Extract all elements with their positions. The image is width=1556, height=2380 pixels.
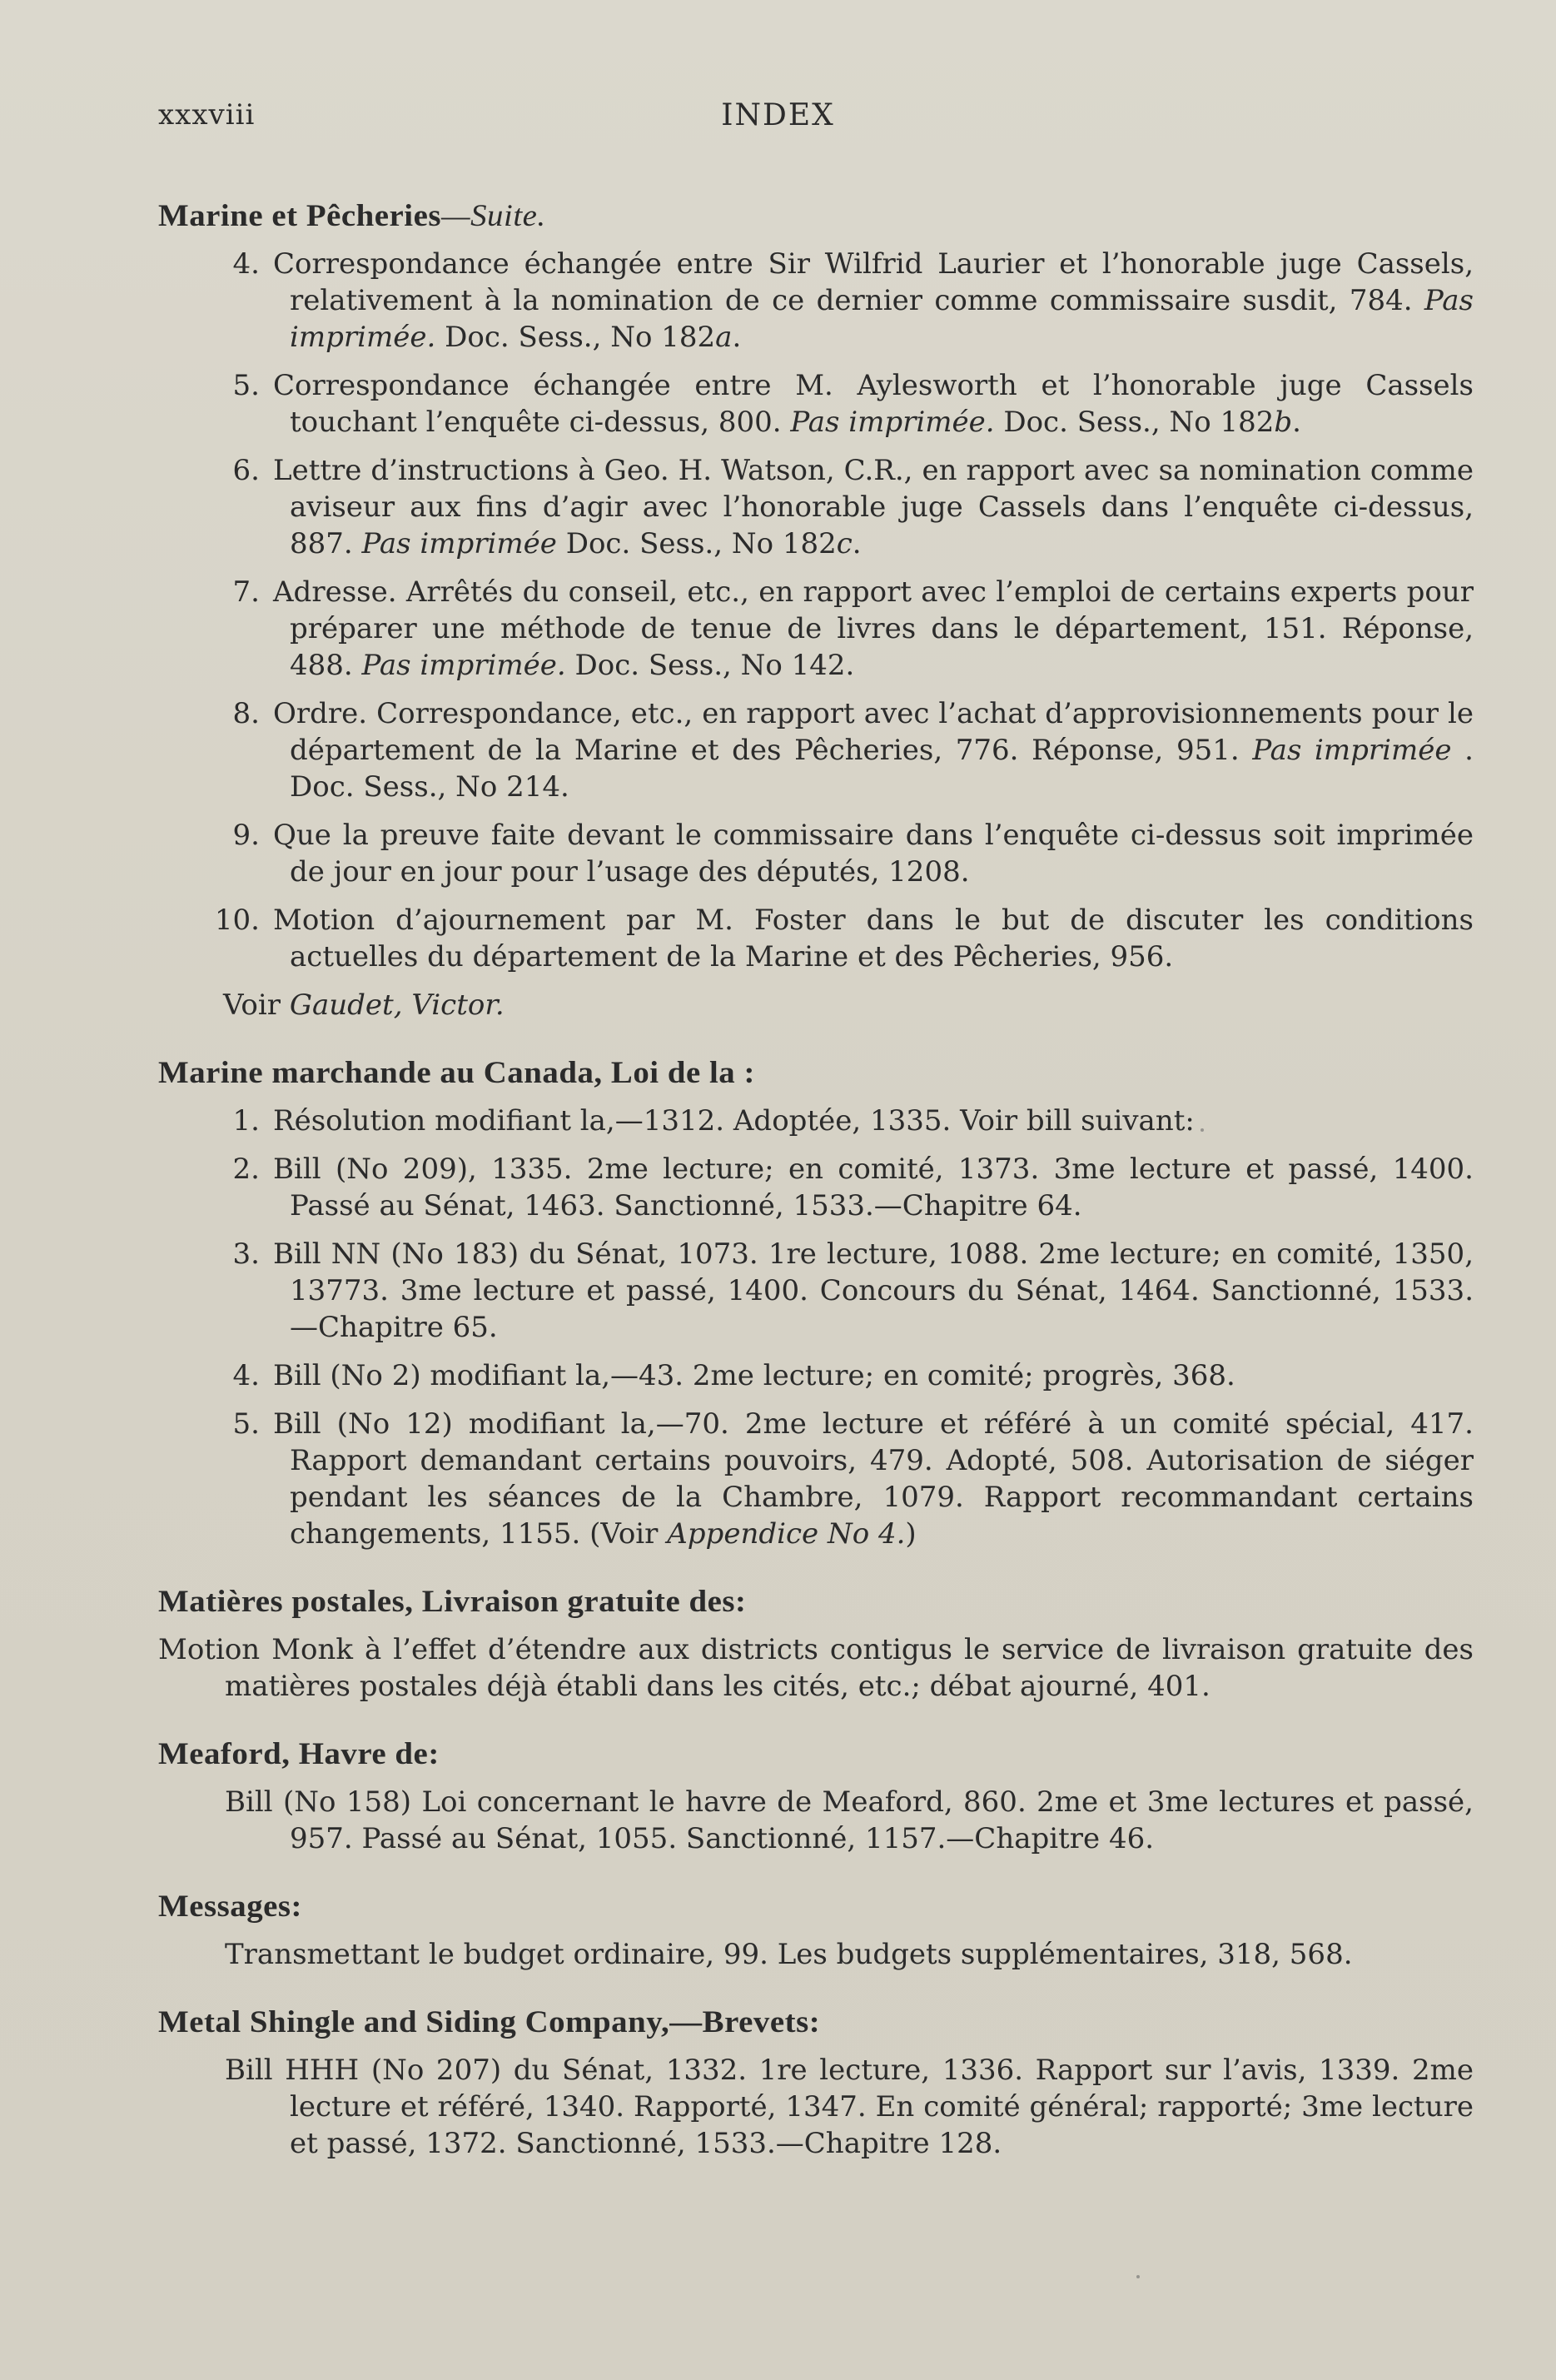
entry-text: c <box>836 527 853 560</box>
entry-number: 3. <box>232 1237 260 1271</box>
index-entry <box>158 1236 1474 1346</box>
index-content <box>158 198 1474 2193</box>
entry-text: Motion d’ajournement par M. Foster dans le but de discuter les conditions actuelles du département de la Marine et des Pêcheries, 956. <box>273 904 1474 973</box>
entry-text: Pas imprimée <box>1252 734 1452 767</box>
entry-number: 2. <box>232 1153 260 1186</box>
entry-text: Adresse. Arrêtés du conseil, etc., en rapport avec l’emploi de certains experts pour préparer une méthode de tenue de livres dans le département, 151. Réponse, 488. <box>273 575 1474 682</box>
entry-text: . <box>732 321 742 354</box>
index-entry: Bill (No 158) Loi concernant le havre de Meaford, 860. 2me et 3me lectures et passé, 957. Passé au Sénat, 1055. Sanctionné, 1157.—Chapitre 46. <box>225 1785 1474 1855</box>
entry-text: . <box>1292 406 1301 439</box>
entry-number: 1. <box>232 1104 260 1138</box>
entry-text: Appendice No 4. <box>667 1517 906 1551</box>
running-head <box>158 98 1398 140</box>
entry-text: Doc. Sess., No 182 <box>994 406 1275 439</box>
entry-number: 9. <box>232 819 260 852</box>
entry-text: Doc. Sess., No 182 <box>556 527 837 560</box>
entry-text: Résolution modifiant la,—1312. Adoptée, 1335. Voir bill suivant: <box>273 1104 1195 1138</box>
index-entry: Bill HHH (No 207) du Sénat, 1332. 1re lecture, 1336. Rapport sur l’avis, 1339. 2me lecture et référé, 1340. Rapporté, 1347. En comité général; rapporté; 3me lecture et passé, 1372. Sanctionné, 1533.—Chapitre 128. <box>225 2054 1474 2160</box>
index-entry <box>158 695 1474 805</box>
entry-text: b <box>1274 406 1293 439</box>
entry-text: . Doc. Sess., No 214. <box>290 734 1474 804</box>
entry-number: 4. <box>232 247 260 281</box>
heading-text: Matières postales, Livraison gratuite des: <box>158 1585 747 1619</box>
entry-text: Pas imprimée. <box>290 284 1474 354</box>
index-entry <box>158 1357 1474 1394</box>
see-prefix: Voir <box>223 988 290 1022</box>
entry-text: Pas imprimée. <box>361 649 566 682</box>
index-entry <box>158 1103 1474 1139</box>
entry-number: 5. <box>232 1407 260 1441</box>
entry-text: ) <box>905 1517 917 1551</box>
index-entry <box>158 902 1474 975</box>
heading-text: Marine et Pêcheries <box>158 199 442 233</box>
section-heading <box>158 1736 1539 1772</box>
entry-text: Que la preuve faite devant le commissaire dans l’enquête ci-dessus soit imprimée de jour en jour pour l’usage des députés, 1208. <box>273 819 1474 889</box>
index-entry <box>158 1406 1474 1552</box>
entry-text: Pas imprimée <box>361 527 557 560</box>
section-heading <box>158 1584 1539 1620</box>
index-entry <box>158 452 1474 562</box>
heading-text: Meaford, Havre de: <box>158 1737 440 1771</box>
section-heading <box>158 1055 1539 1091</box>
entry-text: Bill (No 12) modifiant la,—70. 2me lecture et référé à un comité spécial, 417. Rapport demandant certains pouvoirs, 479. Adopté, 508. Autorisation de siéger pendant les séances de la Chambre, 1079. Rapport recommandant certains changements, 1155. (Voir <box>273 1407 1474 1551</box>
heading-suffix: —Suite. <box>441 199 546 233</box>
entry-number: 10. <box>214 904 260 937</box>
page-folio: xxxviii <box>158 98 256 132</box>
index-section <box>158 1889 1474 1973</box>
index-entry: Transmettant le budget ordinaire, 99. Les budgets supplémentaires, 318, 568. <box>225 1938 1353 1971</box>
index-entry <box>158 1151 1474 1224</box>
entry-number: 8. <box>232 697 260 730</box>
entry-number: 7. <box>232 575 260 609</box>
entry-text: . <box>852 527 862 560</box>
index-section <box>158 2004 1474 2162</box>
index-entry <box>158 817 1474 890</box>
entry-text: Bill (No 2) modifiant la,—43. 2me lecture; en comité; progrès, 368. <box>273 1359 1235 1392</box>
entry-text: Doc. Sess., No 142. <box>565 649 855 682</box>
entry-text: Bill NN (No 183) du Sénat, 1073. 1re lecture, 1088. 2me lecture; en comité, 1350, 13773. 3me lecture et passé, 1400. Concours du Sénat, 1464. Sanctionné, 1533.—Chapitre 65. <box>273 1237 1474 1344</box>
index-entry <box>158 246 1474 356</box>
see-also <box>158 987 1474 1023</box>
heading-text: Marine marchande au Canada, Loi de la : <box>158 1056 755 1090</box>
index-section <box>158 1584 1474 1705</box>
index-entry <box>158 574 1474 684</box>
index-section <box>158 1736 1474 1857</box>
speck <box>1136 2275 1140 2278</box>
section-heading <box>158 1889 1539 1924</box>
index-section <box>158 198 1474 1023</box>
entry-text: Bill (No 209), 1335. 2me lecture; en comité, 1373. 3me lecture et passé, 1400. Passé au Sénat, 1463. Sanctionné, 1533.—Chapitre 64. <box>273 1153 1474 1222</box>
index-section <box>158 1055 1474 1552</box>
see-reference: Gaudet, Victor. <box>289 988 505 1022</box>
entry-number: 5. <box>232 369 260 402</box>
entry-text: Pas imprimée. <box>790 406 995 439</box>
index-entry <box>158 367 1474 441</box>
section-heading <box>158 2004 1539 2040</box>
speck <box>1201 1128 1204 1132</box>
entry-number: 6. <box>232 454 260 487</box>
entry-text: a <box>715 321 733 354</box>
heading-text: Metal Shingle and Siding Company,—Brevets: <box>158 2005 821 2039</box>
entry-text: Correspondance échangée entre Sir Wilfrid Laurier et l’honorable juge Cassels, relativement à la nomination de ce dernier comme commissaire susdit, 784. <box>273 247 1474 317</box>
entry-text: Doc. Sess., No 182 <box>435 321 716 354</box>
entry-text: Lettre d’instructions à Geo. H. Watson, C.R., en rapport avec sa nomination comme aviseur aux fins d’agir avec l’honorable juge Cassels dans l’enquête ci-dessus, 887. <box>273 454 1474 560</box>
entry-text: Ordre. Correspondance, etc., en rapport avec l’achat d’approvisionnements pour le département de la Marine et des Pêcheries, 776. Réponse, 951. <box>273 697 1474 767</box>
index-entry: Motion Monk à l’effet d’étendre aux districts contigus le service de livraison gratuite des matières postales déjà établi dans les cités, etc.; débat ajourné, 401. <box>158 1633 1474 1703</box>
heading-text: Messages: <box>158 1890 303 1924</box>
entry-number: 4. <box>232 1359 260 1392</box>
section-heading <box>158 198 1539 234</box>
entry-text: Correspondance échangée entre M. Aylesworth et l’honorable juge Cassels touchant l’enquête ci-dessus, 800. <box>273 369 1474 439</box>
running-title: INDEX <box>721 98 835 132</box>
